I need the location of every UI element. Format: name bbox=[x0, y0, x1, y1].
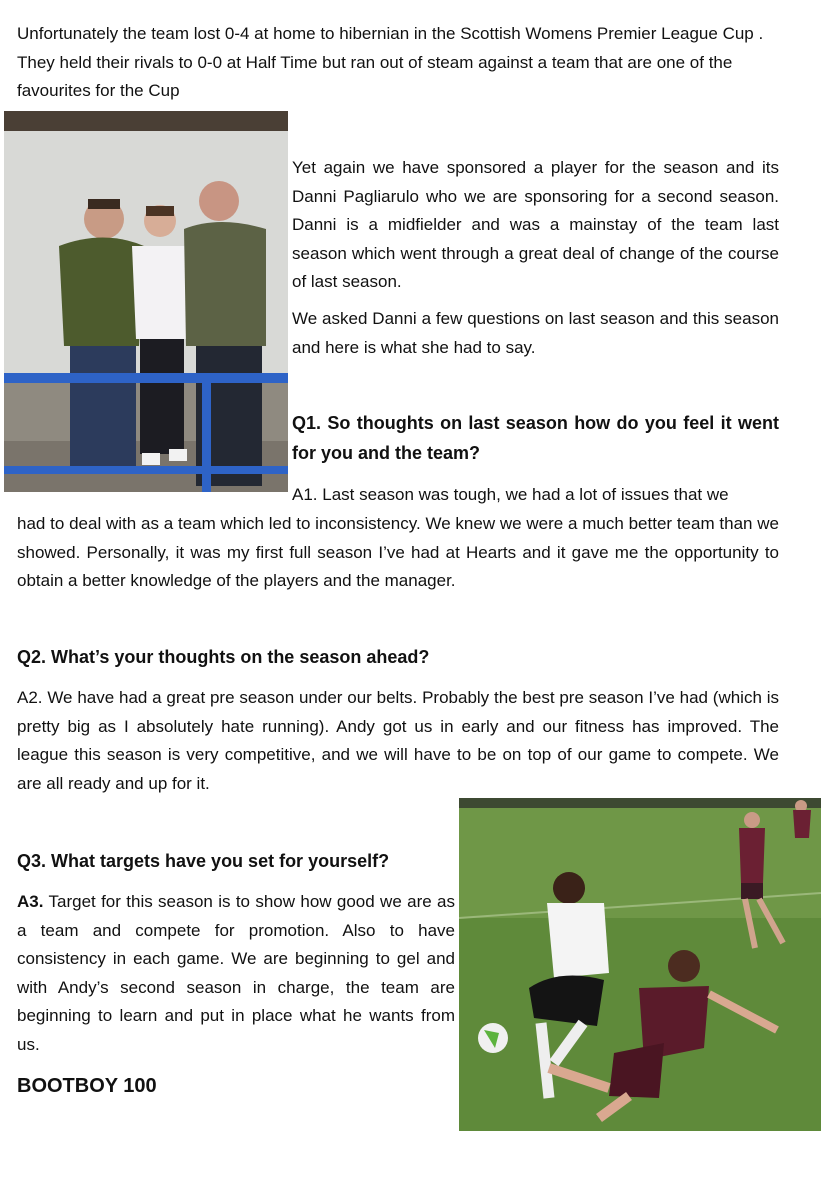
answer-1-lead: A1. Last season was tough, we had a lot of issues that we bbox=[292, 485, 729, 504]
answer-3-label: A3. bbox=[17, 892, 44, 911]
answer-1-rest: had to deal with as a team which led to inconsistency. We knew we were a much better team than we showed. Personally, it was my first full season I’ve had at Hearts and it gave me the opportunity to obtain a better knowledge of the players and the manager. bbox=[17, 514, 779, 591]
match-photo bbox=[459, 798, 821, 1131]
sponsor-photo bbox=[4, 111, 288, 492]
answer-3-text: Target for this season is to show how good we are as a team and compete for promotion. Also to have consistency in each game. We are beginning to gel and with Andy’s second season in charge, the team are beginning to learn and put in place what he wants from us. bbox=[17, 892, 455, 1054]
sponsor-paragraph: Yet again we have sponsored a player for the season and its Danni Pagliarulo who we are sponsoring for a second season. Danni is a midfielder and was a mainstay of the team last season which went through a great deal of change of the course of last season. bbox=[292, 158, 779, 292]
author-signature: BOOTBOY 100 bbox=[17, 1075, 157, 1097]
intro-paragraph: Unfortunately the team lost 0-4 at home to hibernian in the Scottish Womens Premier League Cup . They held their rivals to 0-0 at Half Time but ran out of steam against a team that are one of the favourites for the Cup bbox=[17, 24, 764, 101]
asked-paragraph: We asked Danni a few questions on last season and this season and here is what she had to say. bbox=[292, 309, 779, 357]
answer-2: A2. We have had a great pre season under our belts. Probably the best pre season I’ve had (which is pretty big as I absolutely hate running). Andy got us in early and our fitness has improved. The league this season is very competitive, and we will have to be on top of our game to compete. We are all ready and up for it. bbox=[17, 688, 779, 793]
answer-3 bbox=[17, 888, 455, 1060]
question-2: Q2. What’s your thoughts on the season ahead? bbox=[17, 647, 430, 667]
question-3: Q3. What targets have you set for yourself? bbox=[17, 851, 390, 871]
question-1: Q1. So thoughts on last season how do you feel it went for you and the team? bbox=[292, 413, 779, 463]
